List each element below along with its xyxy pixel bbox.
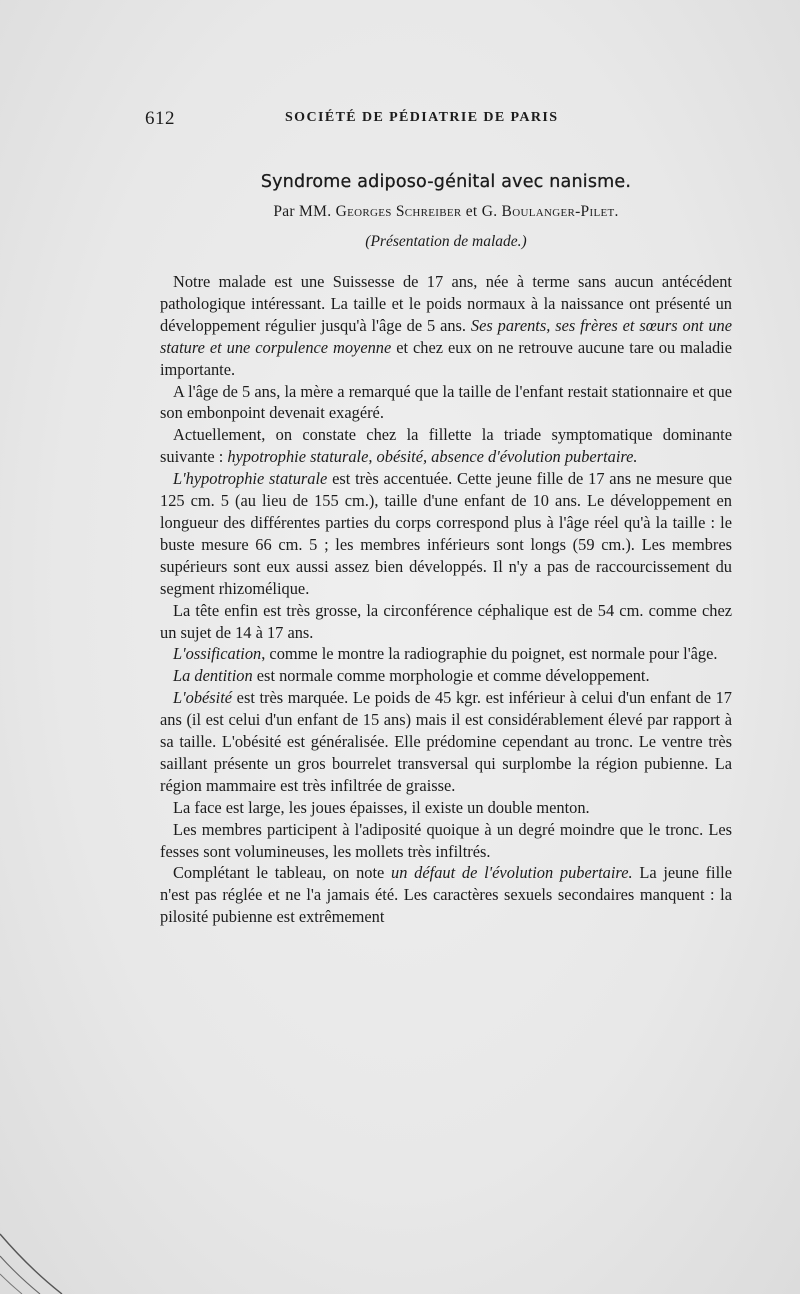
author-name: G. Boulanger-Pilet. [481,203,619,220]
text-run: La face est large, les joues épaisses, il existe un double menton. [173,797,590,817]
text-run: Complétant le tableau, on note [173,863,392,883]
article-authors [160,203,732,221]
text-run: est très marquée. Le poids de 45 kgr. est inférieur à celui d'un enfant de 17 ans (il est celui d'un enfant de 15 ans) mais il est considérablement élevé par rapport à sa taille. L'obésité est généralisée. Elle prédomine cependant au tronc. Le ventre très saillant présente un gros bourrelet transversal qui surplombe la région pubienne. La région mammaire est très infiltrée de graisse. [160,688,732,795]
paragraph [160,381,732,425]
authors-conjunction: et [465,203,478,220]
body-text [160,271,732,928]
italic-text: L'ossification [173,644,262,664]
text-run: , comme le montre la radiographie du poignet, est normale pour l'âge. [261,644,718,664]
italic-text: L'hypotrophie staturale [173,469,328,489]
running-head [145,108,730,136]
italic-text: hypotrophie staturale, obésité, absence d'évolution pubertaire. [227,447,638,467]
text-run: et chez eux on ne retrouve aucune tare ou maladie importante. [160,337,732,379]
article [160,172,732,928]
paragraph [160,665,732,687]
paragraph [160,687,732,797]
scan-edge-mark [0,1214,70,1294]
text-run: Actuellement, on constate chez la fillette la triade symptomatique dominante suivante : [160,425,732,467]
paragraph [160,600,732,644]
text-run: est très accentuée. Cette jeune fille de 17 ans ne mesure que 125 cm. 5 (au lieu de 155 cm.), taille d'une enfant de 10 ans. Le développement en longueur des différentes parties du corps correspond plus à l'âge réel qu'à la taille : le buste mesure 66 cm. 5 ; les membres inférieurs sont longs (59 cm.). Les membres supérieurs sont eux aussi assez bien développés. Il n'y a pas de raccourcissement du segment rhizomélique. [160,469,732,598]
article-title: Syndrome adiposo-génital avec nanisme. [260,172,632,192]
text-run: Les membres participent à l'adiposité quoique à un degré moindre que le tronc. Les fesses sont volumineuses, les mollets très infiltrés. [160,819,732,861]
text-run: La tête enfin est très grosse, la circonférence céphalique est de 54 cm. comme chez un sujet de 14 à 17 ans. [160,600,732,642]
paragraph [160,271,732,381]
text-run: A l'âge de 5 ans, la mère a remarqué que la taille de l'enfant restait stationnaire et que son embonpoint devenait exagéré. [160,381,732,423]
page-number: 612 [145,108,175,129]
paragraph [160,797,732,819]
paragraph [160,468,732,599]
text-run: La jeune fille n'est pas réglée et ne l'a jamais été. Les caractères sexuels secondaires manquent : la pilosité pubienne est extrêmement [160,863,732,927]
italic-text: un défaut de l'évolution pubertaire. [391,863,633,883]
paragraph [160,643,732,665]
italic-text: Ses parents, ses frères et sœurs ont une stature et une corpulence moyenne [160,315,733,357]
italic-text: L'obésité [173,688,233,708]
text-run: est normale comme morphologie et comme développement. [252,666,650,686]
paragraph [160,424,732,468]
author-name: Georges Schreiber [335,203,462,220]
authors-prefix: Par MM. [273,203,332,220]
paragraph [160,819,732,863]
text-run: Notre malade est une Suissesse de 17 ans, née à terme sans aucun antécédent pathologique intéressant. La taille et le poids normaux à la naissance ont présenté un développement régulier jusqu'à l'âge de 5 ans. [160,272,732,335]
paragraph [160,862,732,928]
presentation-note: (Présentation de malade.) [365,233,527,250]
journal-title: SOCIÉTÉ DE PÉDIATRIE DE PARIS [285,110,559,125]
italic-text: La dentition [173,666,253,686]
